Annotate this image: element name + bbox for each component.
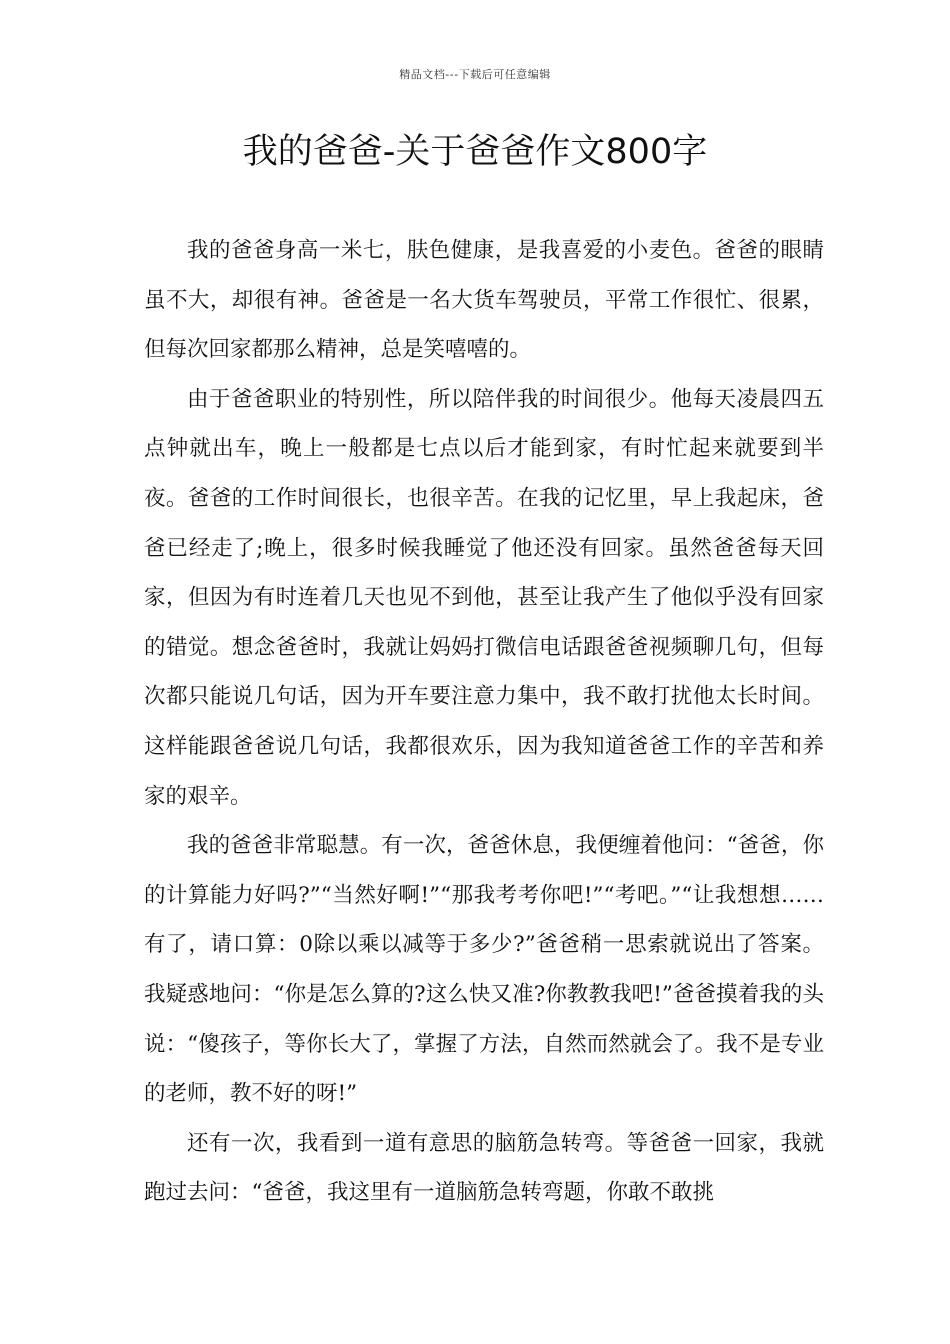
paragraph-4: 还有一次，我看到一道有意思的脑筋急转弯。等爸爸一回家，我就跑过去问：“爸爸，我这里有一道脑筋急转弯题，你敢不敢挑	[144, 1130, 824, 1206]
header-note: 精品文档---下载后可任意编辑	[399, 68, 551, 81]
paragraph-3: 我的爸爸非常聪慧。有一次，爸爸休息，我便缠着他问：“爸爸，你的计算能力好吗?”“当然好啊!”“那我考考你吧!”“考吧。”“让我想想……有了，请口算：0除以乘以减等于多少?”爸爸稍一思索就说出了答案。我疑惑地问：“你是怎么算的?这么快又准?你教教我吧!”爸爸摸着我的头说：“傻孩子，等你长大了，掌握了方法，自然而然就会了。我不是专业的老师，教不好的呀!”	[144, 833, 824, 1107]
page-title: 我的爸爸-关于爸爸作文800字	[242, 132, 708, 172]
paragraph-1: 我的爸爸身高一米七，肤色健康，是我喜爱的小麦色。爸爸的眼睛虽不大，却很有神。爸爸是一名大货车驾驶员，平常工作很忙、很累，但每次回家都那么精神，总是笑嘻嘻的。	[144, 238, 824, 363]
article-body	[144, 226, 824, 1218]
paragraph-2: 由于爸爸职业的特别性，所以陪伴我的时间很少。他每天凌晨四五点钟就出车，晚上一般都是七点以后才能到家，有时忙起来就要到半夜。爸爸的工作时间很长，也很辛苦。在我的记忆里，早上我起床，爸爸已经走了;晚上，很多时候我睡觉了他还没有回家。虽然爸爸每天回家，但因为有时连着几天也见不到他，甚至让我产生了他似乎没有回家的错觉。想念爸爸时，我就让妈妈打微信电话跟爸爸视频聊几句，但每次都只能说几句话，因为开车要注意力集中，我不敢打扰他太长时间。这样能跟爸爸说几句话，我都很欢乐，因为我知道爸爸工作的辛苦和养家的艰辛。	[144, 386, 824, 809]
